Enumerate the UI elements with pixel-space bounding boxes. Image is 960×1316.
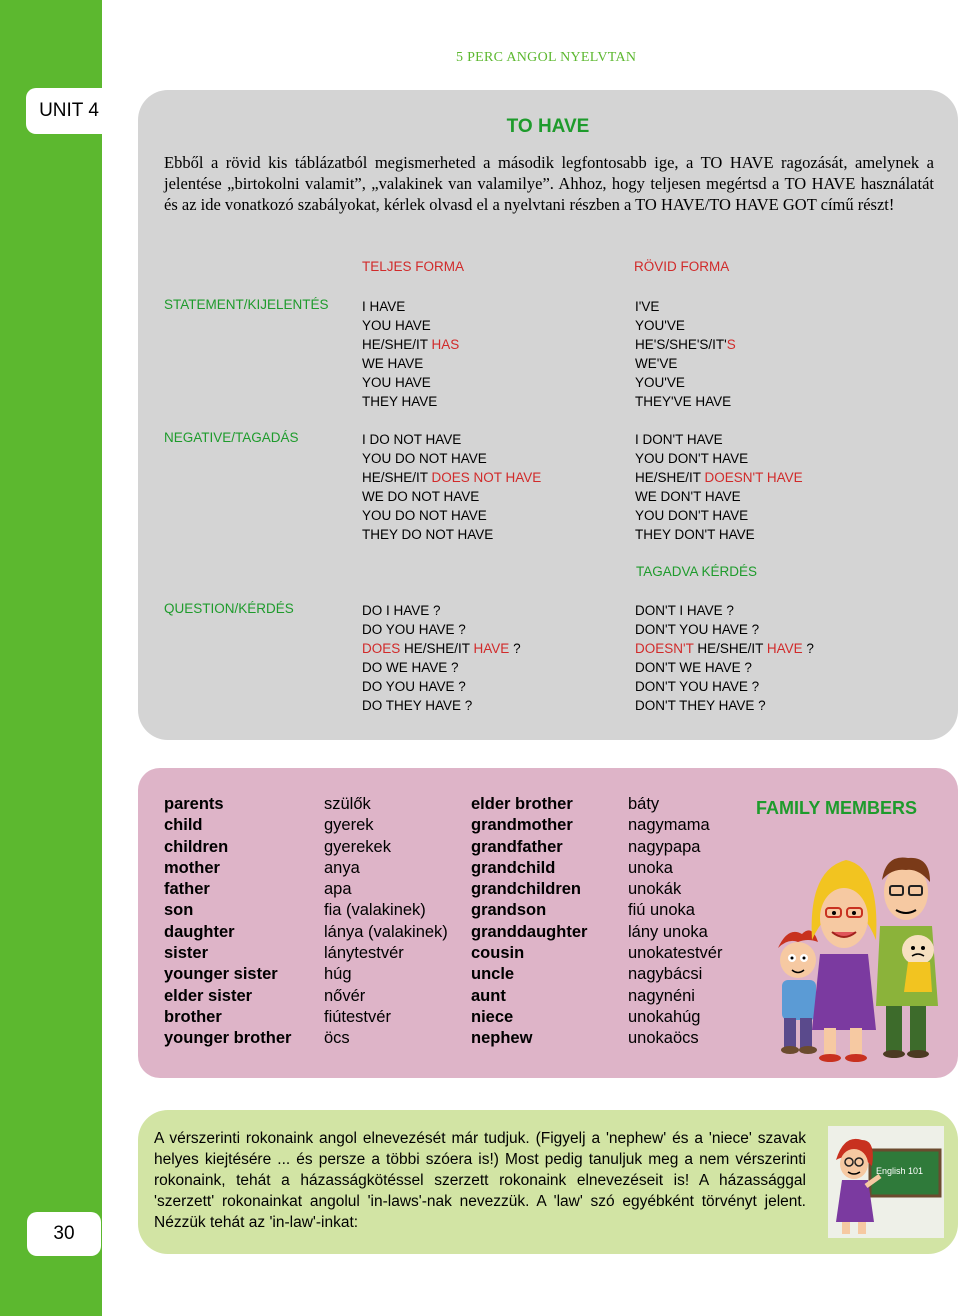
vocab-translation: báty — [628, 795, 660, 813]
conjugation-row: HE/SHE/IT DOESN'T HAVE — [635, 470, 803, 485]
page-number: 30 — [27, 1212, 101, 1256]
in-laws-intro-text: A vérszerinti rokonaink angol elnevezését már tudjuk. (Figyelj a 'nephew' és a 'niece' szavak helyes kiejtésére ... és persze a többi szóera is!) Most pedig tanuljuk meg a nem vérszerinti rokonaink, tehát a házasságkötéssel szerzett rokonaink elnevezéseit is! A házassággal 'szerzett' rokonainkat angolul 'in-laws'-nak nevezzük. A 'law' szó egyébként törvényt jelent. Nézzük tehát az 'in-law'-inkat: — [154, 1130, 806, 1231]
conjugation-row: WE HAVE — [362, 356, 424, 371]
vocab-word: younger brother — [164, 1029, 292, 1048]
vocab-translation: unokaöcs — [628, 1029, 699, 1048]
negative-full-list — [362, 430, 541, 544]
vocab-translation: anya — [324, 858, 360, 877]
conjugation-row: DO YOU HAVE ? — [362, 622, 466, 637]
conjugation-row: DOES HE/SHE/IT HAVE ? — [362, 641, 521, 656]
conjugation-row: I HAVE — [362, 299, 406, 314]
grammar-panel — [138, 90, 958, 740]
statement-label: STATEMENT/KIJELENTÉS — [164, 297, 329, 312]
highlight: DOESN'T — [635, 641, 694, 656]
conjugation-row: DO YOU HAVE ? — [362, 679, 466, 694]
vocab-translation: unokatestvér — [628, 944, 723, 963]
vocab-translation: húg — [324, 965, 352, 984]
conjugation-row: DO WE HAVE ? — [362, 660, 459, 675]
vocab-translation: fia (valakinek) — [324, 901, 426, 920]
highlight: DOES — [362, 641, 401, 656]
vocab-column-hungarian-2 — [628, 794, 722, 1050]
family-members-title: FAMILY MEMBERS — [756, 798, 918, 818]
vocab-word: children — [164, 837, 229, 856]
vocab-translation: gyerek — [324, 816, 374, 835]
conjugation-row: I'VE — [635, 299, 660, 314]
conjugation-row: DO I HAVE ? — [362, 603, 441, 618]
vocab-word: elder brother — [471, 795, 573, 813]
vocab-translation: fiútestvér — [324, 1007, 391, 1026]
conjugation-row: YOU DON'T HAVE — [635, 508, 749, 523]
unit-label: UNIT 4 — [26, 88, 112, 134]
question-short-list — [635, 601, 814, 715]
highlight: S — [726, 337, 736, 352]
vocab-word: child — [164, 816, 203, 835]
vocab-word: son — [164, 901, 194, 920]
vocab-translation: nagybácsi — [628, 965, 703, 984]
highlight: DOES NOT HAVE — [431, 470, 542, 485]
conjugation-row: YOU HAVE — [362, 318, 431, 333]
conjugation-row: WE DON'T HAVE — [635, 489, 741, 504]
conjugation-row: YOU DON'T HAVE — [635, 451, 749, 466]
father-figure — [876, 857, 938, 1058]
conjugation-row: YOU HAVE — [362, 375, 431, 390]
vocab-word: elder sister — [164, 986, 253, 1005]
vocab-word: mother — [164, 858, 220, 877]
conjugation-row: THEY'VE HAVE — [635, 394, 732, 409]
vocab-translation: szülők — [324, 795, 371, 813]
highlight: HAVE — [766, 641, 803, 656]
highlight: HAS — [431, 337, 460, 352]
running-head: 5 PERC ANGOL NYELVTAN — [456, 50, 637, 65]
conjugation-row: DOESN'T HE/SHE/IT HAVE ? — [635, 641, 814, 656]
vocab-column-english-1 — [164, 794, 291, 1050]
conjugation-row: DO THEY HAVE ? — [362, 698, 473, 713]
conjugation-row: DON'T YOU HAVE ? — [635, 679, 760, 694]
vocab-word: niece — [471, 1007, 514, 1026]
conjugation-row: HE/SHE/IT HAS — [362, 337, 460, 352]
vocab-translation: öcs — [324, 1029, 350, 1048]
vocab-word: father — [164, 880, 210, 899]
vocab-translation: unoka — [628, 858, 673, 877]
conjugation-row: THEY DO NOT HAVE — [362, 527, 494, 542]
vocab-word: younger sister — [164, 965, 278, 984]
vocab-translation: nagypapa — [628, 837, 701, 856]
mother-figure — [812, 860, 877, 1062]
header-full-form: TELJES FORMA — [362, 259, 465, 274]
conjugation-row: I DON'T HAVE — [635, 432, 723, 447]
highlight: DOESN'T HAVE — [704, 470, 803, 485]
vocab-translation: unokahúg — [628, 1007, 701, 1026]
vocab-translation: lány unoka — [628, 922, 708, 941]
vocab-column-hungarian-1 — [324, 794, 448, 1050]
negative-label: NEGATIVE/TAGADÁS — [164, 430, 299, 445]
vocab-translation: nagynéni — [628, 986, 695, 1005]
teacher-illustration — [828, 1126, 944, 1238]
statement-full-list — [362, 297, 459, 411]
vocab-translation: nagymama — [628, 816, 710, 835]
boy-figure — [778, 930, 818, 1054]
conjugation-row: I DO NOT HAVE — [362, 432, 462, 447]
vocab-translation: lánytestvér — [324, 944, 404, 963]
conjugation-row: HE'S/SHE'S/IT'S — [635, 337, 736, 352]
left-margin-bar — [0, 0, 102, 1316]
vocab-word: parents — [164, 795, 224, 813]
statement-short-list — [635, 297, 736, 411]
vocab-translation: apa — [324, 880, 352, 899]
negative-short-list — [635, 430, 803, 544]
conjugation-row: THEY HAVE — [362, 394, 438, 409]
conjugation-row: WE DO NOT HAVE — [362, 489, 480, 504]
conjugation-row: YOU DO NOT HAVE — [362, 451, 487, 466]
vocab-column-english-2 — [471, 794, 587, 1050]
family-members-panel — [138, 768, 958, 1078]
vocab-translation: fiú unoka — [628, 901, 695, 920]
intro-paragraph: Ebből a rövid kis táblázatból megismerheted a második legfontosabb ige, a TO HAVE ragozását, amelynek a jelentése „birtokolni valamit”, „valakinek van valamilye”. Ahhoz, hogy teljesen megértsd a TO HAVE használatát és az ide vonatkozó szabályokat, kérlek olvasd el a nyelvtani részben a TO HAVE/TO HAVE GOT című részt! — [164, 153, 934, 214]
conjugation-row: DON'T WE HAVE ? — [635, 660, 752, 675]
conjugation-row: HE/SHE/IT DOES NOT HAVE — [362, 470, 542, 485]
conjugation-row: WE'VE — [635, 356, 678, 371]
negative-question-label: TAGADVA KÉRDÉS — [636, 564, 758, 579]
vocab-word: aunt — [471, 986, 506, 1005]
conjugation-row: YOU'VE — [635, 318, 685, 333]
vocab-translation: lánya (valakinek) — [324, 922, 448, 941]
family-illustration — [768, 830, 946, 1070]
question-full-list — [362, 601, 521, 715]
conjugation-row: THEY DON'T HAVE — [635, 527, 755, 542]
highlight: HAVE — [473, 641, 510, 656]
vocab-translation: unokák — [628, 880, 682, 899]
vocab-word: granddaughter — [471, 922, 588, 941]
conjugation-row: DON'T YOU HAVE ? — [635, 622, 760, 637]
vocab-word: grandchildren — [471, 880, 582, 899]
conjugation-row: YOU'VE — [635, 375, 685, 390]
vocab-word: grandmother — [471, 816, 573, 835]
vocab-word: nephew — [471, 1029, 533, 1048]
in-laws-note-panel — [138, 1110, 958, 1254]
conjugation-row: DON'T THEY HAVE ? — [635, 698, 766, 713]
vocab-word: daughter — [164, 922, 235, 941]
vocab-word: cousin — [471, 944, 525, 963]
vocab-word: sister — [164, 944, 209, 963]
conjugation-row: YOU DO NOT HAVE — [362, 508, 487, 523]
vocab-word: uncle — [471, 965, 515, 984]
vocab-word: brother — [164, 1007, 222, 1026]
conjugation-row: DON'T I HAVE ? — [635, 603, 734, 618]
header-short-form: RÖVID FORMA — [634, 259, 730, 274]
vocab-word: grandson — [471, 901, 547, 920]
section-title: TO HAVE — [506, 116, 590, 137]
chalkboard-text: English 101 — [876, 1166, 924, 1176]
vocab-translation: gyerekek — [324, 837, 391, 856]
vocab-word: grandfather — [471, 837, 563, 856]
vocab-translation: nővér — [324, 986, 366, 1005]
vocab-word: grandchild — [471, 858, 556, 877]
question-label: QUESTION/KÉRDÉS — [164, 601, 294, 616]
